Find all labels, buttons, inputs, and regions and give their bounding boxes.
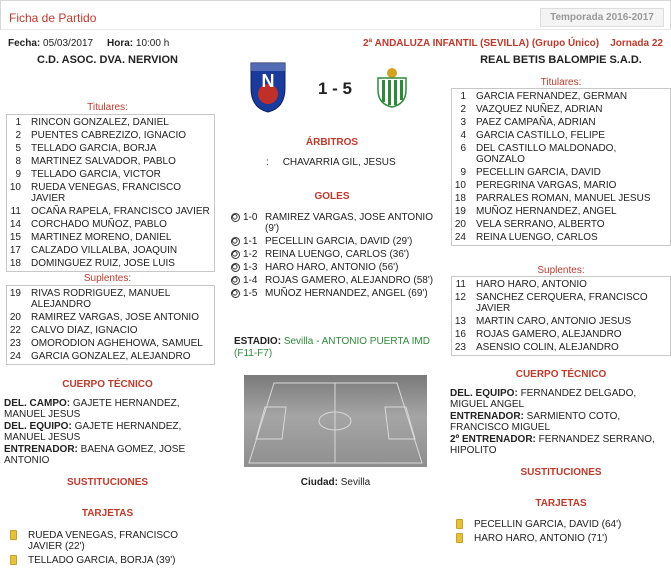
ball-icon <box>231 250 240 259</box>
staff-name: FERNANDEZ SERRANO, HIPOLITO <box>450 434 655 456</box>
home-starters-list <box>6 114 215 272</box>
goal-scorer[interactable]: PECELLIN GARCIA, DAVID (29') <box>265 236 413 247</box>
home-cards-title: TARJETAS <box>81 508 134 519</box>
staff-role: ENTRENADOR: <box>450 411 524 422</box>
staff-name: BAENA GOMEZ, JOSE ANTONIO <box>4 444 186 466</box>
player-name[interactable]: DOMINGUEZ RUIZ, JOSE LUIS <box>31 258 175 269</box>
player-row[interactable] <box>452 192 670 205</box>
home-team-shield-icon[interactable] <box>248 60 288 114</box>
referee-name: CHAVARRIA GIL, JESUS <box>282 157 396 168</box>
player-row[interactable] <box>452 341 670 354</box>
player-name[interactable]: GARCIA CASTILLO, FELIPE <box>476 130 605 141</box>
page-title: Ficha de Partido <box>9 11 97 25</box>
player-name[interactable]: CORCHADO MUÑOZ, PABLO <box>31 219 167 230</box>
goal-row <box>231 249 449 260</box>
away-substitutions-title: SUSTITUCIONES <box>520 467 602 478</box>
player-row[interactable] <box>452 179 670 192</box>
card-player[interactable]: PECELLIN GARCIA, DAVID (64') <box>474 519 622 530</box>
player-number: 17 <box>9 245 21 256</box>
player-number: 9 <box>460 167 466 178</box>
staff-role: DEL. EQUIPO: <box>450 388 518 399</box>
player-row[interactable] <box>452 205 670 218</box>
ball-icon <box>231 276 240 285</box>
goals-list <box>231 212 449 301</box>
away-team-name[interactable]: REAL BETIS BALOMPIE S.A.D. <box>480 54 642 66</box>
competition-info <box>363 38 663 49</box>
card-player[interactable]: HARO HARO, ANTONIO (71') <box>474 533 608 544</box>
player-row[interactable] <box>7 205 214 218</box>
pitch-image <box>244 375 427 467</box>
goal-score: 1-5 <box>243 288 258 299</box>
ball-icon <box>231 237 240 246</box>
staff-row <box>4 421 200 443</box>
player-number: 16 <box>454 329 466 340</box>
goal-scorer[interactable]: ROJAS GAMERO, ALEJANDRO (58') <box>265 275 434 286</box>
player-name[interactable]: VELA SERRANO, ALBERTO <box>476 219 605 230</box>
goal-row <box>231 212 449 234</box>
player-number: 14 <box>9 219 21 230</box>
player-name[interactable]: RUEDA VENEGAS, FRANCISCO JAVIER <box>31 182 182 204</box>
player-row[interactable] <box>452 116 670 129</box>
player-number: 19 <box>9 288 21 299</box>
player-row[interactable] <box>452 328 670 341</box>
player-number: 10 <box>454 180 466 191</box>
player-row[interactable] <box>7 129 214 142</box>
player-row[interactable] <box>452 129 670 142</box>
player-row[interactable] <box>7 244 214 257</box>
player-row[interactable] <box>452 278 670 291</box>
card-row <box>10 530 210 552</box>
player-name[interactable]: MARTINEZ MORENO, DANIEL <box>31 232 172 243</box>
player-number: 5 <box>15 143 21 154</box>
player-number: 18 <box>9 258 21 269</box>
staff-row <box>4 398 200 420</box>
player-row[interactable] <box>7 116 214 129</box>
staff-role: 2º ENTRENADOR: <box>450 434 536 445</box>
player-name[interactable]: DEL CASTILLO MALDONADO, GONZALO <box>476 143 617 165</box>
player-number: 8 <box>15 156 21 167</box>
away-team-shield-icon[interactable] <box>372 66 412 108</box>
player-row[interactable] <box>452 218 670 231</box>
player-row[interactable] <box>7 350 214 363</box>
player-name[interactable]: ASENSIO COLIN, ALEJANDRO <box>476 342 619 353</box>
player-number: 15 <box>9 232 21 243</box>
player-number: 18 <box>454 193 466 204</box>
player-name[interactable]: PUENTES CABREZIZO, IGNACIO <box>31 130 187 141</box>
home-team-name[interactable]: C.D. ASOC. DVA. NERVION <box>37 54 178 66</box>
away-cards-title: TARJETAS <box>535 498 587 509</box>
goal-score: 1-4 <box>243 275 258 286</box>
player-number: 4 <box>460 130 466 141</box>
staff-row <box>4 444 200 466</box>
stadium-link[interactable]: Sevilla - ANTONIO PUERTA IMD (F11-F7) <box>234 336 430 359</box>
player-name[interactable]: GARCIA GONZALEZ, ALEJANDRO <box>31 351 191 362</box>
player-name[interactable]: ROJAS GAMERO, ALEJANDRO <box>476 329 622 340</box>
goal-scorer[interactable]: HARO HARO, ANTONIO (56') <box>265 262 399 273</box>
home-staff-list <box>4 398 200 467</box>
player-number: 20 <box>454 219 466 230</box>
player-row[interactable] <box>7 218 214 231</box>
player-name[interactable]: VAZQUEZ NUÑEZ, ADRIAN <box>476 104 603 115</box>
player-name[interactable]: PARRALES ROMAN, MANUEL JESUS <box>476 193 651 204</box>
city-info: Ciudad: Sevilla <box>300 477 371 488</box>
home-subs-title: Suplentes: <box>83 273 132 284</box>
home-staff-title: CUERPO TÉCNICO <box>62 379 153 390</box>
ball-icon <box>231 289 240 298</box>
player-name[interactable]: RINCON GONZALEZ, DANIEL <box>31 117 169 128</box>
player-row[interactable] <box>452 90 670 103</box>
player-name[interactable]: HARO HARO, ANTONIO <box>476 279 587 290</box>
away-starters-title: Titulares: <box>540 77 582 88</box>
player-row[interactable] <box>452 291 670 315</box>
yellow-card-icon <box>10 530 17 540</box>
player-row[interactable] <box>452 315 670 328</box>
ball-icon <box>231 213 240 222</box>
staff-role: DEL. EQUIPO: <box>4 421 72 432</box>
yellow-card-icon <box>10 555 17 565</box>
ball-icon <box>231 263 240 272</box>
player-name[interactable]: RIVAS RODRIGUEZ, MANUEL ALEJANDRO <box>31 288 170 310</box>
stadium-info: ESTADIO: Sevilla - ANTONIO PUERTA IMD (F11-F7) <box>234 336 430 359</box>
player-row[interactable] <box>7 287 214 311</box>
staff-name: GAJETE HERNANDEZ, MANUEL JESUS <box>4 421 182 443</box>
player-number: 22 <box>9 325 21 336</box>
goal-row <box>231 275 449 286</box>
player-name[interactable]: PECELLIN GARCIA, DAVID <box>476 167 601 178</box>
staff-row <box>450 388 668 410</box>
player-number: 11 <box>10 206 21 217</box>
player-name[interactable]: TELLADO GARCIA, VICTOR <box>31 169 161 180</box>
player-name[interactable]: RAMIREZ VARGAS, JOSE ANTONIO <box>31 312 199 323</box>
player-row[interactable] <box>7 337 214 350</box>
player-number: 23 <box>454 342 466 353</box>
player-name[interactable]: MUÑOZ HERNANDEZ, ANGEL <box>476 206 617 217</box>
away-subs-title: Suplentes: <box>537 265 585 276</box>
goal-score: 1-1 <box>243 236 258 247</box>
away-staff-title: CUERPO TÉCNICO <box>515 369 607 380</box>
player-name[interactable]: OMORODION AGHEHOWA, SAMUEL <box>31 338 203 349</box>
player-number: 12 <box>454 292 466 303</box>
card-player[interactable]: RUEDA VENEGAS, FRANCISCO JAVIER (22') <box>28 530 179 552</box>
away-cards-list <box>456 519 666 547</box>
away-staff-list <box>450 388 668 457</box>
player-number: 13 <box>454 316 466 327</box>
player-name[interactable]: OCAÑA RAPELA, FRANCISCO JAVIER <box>31 206 210 217</box>
player-row[interactable] <box>7 311 214 324</box>
player-name[interactable]: SANCHEZ CERQUERA, FRANCISCO JAVIER <box>476 292 648 314</box>
player-name[interactable]: PEREGRINA VARGAS, MARIO <box>476 180 617 191</box>
svg-text:N: N <box>261 71 275 91</box>
player-row[interactable] <box>452 166 670 179</box>
goals-title: GOLES <box>314 191 350 202</box>
home-substitutions-title: SUSTITUCIONES <box>66 477 149 488</box>
match-datetime: Fecha: 05/03/2017 Hora: 10:00 h <box>8 38 170 49</box>
player-number: 2 <box>460 104 466 115</box>
home-starters-title: Titulares: <box>87 102 128 113</box>
season-button[interactable]: Temporada 2016-2017 <box>540 8 664 27</box>
player-row[interactable] <box>7 231 214 244</box>
goal-score: 1-0 <box>243 212 258 223</box>
goal-scorer[interactable]: REINA LUENGO, CARLOS (36') <box>265 249 410 260</box>
yellow-card-icon <box>456 519 463 529</box>
staff-name: SARMIENTO COTO, FRANCISCO MIGUEL <box>450 411 621 433</box>
card-row <box>10 555 210 566</box>
match-score: 1 - 5 <box>317 79 353 98</box>
player-row[interactable] <box>452 231 670 244</box>
yellow-card-icon <box>456 533 463 543</box>
player-name[interactable]: CALVO DIAZ, IGNACIO <box>31 325 138 336</box>
goal-scorer[interactable]: RAMIREZ VARGAS, JOSE ANTONIO (9') <box>265 212 433 234</box>
player-row[interactable] <box>7 155 214 168</box>
card-row <box>456 519 666 530</box>
goal-score: 1-2 <box>243 249 258 260</box>
player-row[interactable] <box>7 257 214 270</box>
player-number: 11 <box>455 279 466 290</box>
goal-scorer[interactable]: MUÑOZ HERNANDEZ, ANGEL (69') <box>265 288 428 299</box>
player-name[interactable]: MARTIN CARO, ANTONIO JESUS <box>476 316 632 327</box>
player-number: 1 <box>460 91 466 102</box>
referees-title: ÁRBITROS <box>305 137 359 148</box>
staff-name: FERNANDEZ DELGADO, MIGUEL ANGEL <box>450 388 637 410</box>
card-player[interactable]: TELLADO GARCIA, BORJA (39') <box>28 555 176 566</box>
player-number: 6 <box>460 143 466 154</box>
player-number: 1 <box>15 117 21 128</box>
goal-score: 1-3 <box>243 262 258 273</box>
staff-row <box>450 434 668 456</box>
card-row <box>456 533 666 544</box>
goal-row <box>231 262 449 273</box>
player-row[interactable] <box>452 103 670 116</box>
away-subs-list <box>451 276 671 356</box>
player-name[interactable]: TELLADO GARCIA, BORJA <box>31 143 157 154</box>
staff-role: DEL. CAMPO: <box>4 398 71 409</box>
player-number: 3 <box>460 117 466 128</box>
away-starters-list <box>451 88 671 246</box>
player-number: 23 <box>9 338 21 349</box>
player-number: 19 <box>454 206 466 217</box>
player-row[interactable] <box>452 142 670 166</box>
home-subs-list <box>6 285 215 365</box>
player-number: 24 <box>454 232 466 243</box>
header-bar <box>0 0 671 30</box>
player-number: 2 <box>15 130 21 141</box>
player-row[interactable] <box>7 181 214 205</box>
player-name[interactable]: PAEZ CAMPAÑA, ADRIAN <box>476 117 596 128</box>
referee-line: : CHAVARRIA GIL, JESUS <box>266 157 396 168</box>
goal-row <box>231 236 449 247</box>
goal-row <box>231 288 449 299</box>
player-row[interactable] <box>7 324 214 337</box>
player-name[interactable]: MARTINEZ SALVADOR, PABLO <box>31 156 176 167</box>
home-cards-list <box>10 530 210 569</box>
round-label: Jornada 22 <box>610 38 663 49</box>
staff-role: ENTRENADOR: <box>4 444 78 455</box>
player-number: 20 <box>9 312 21 323</box>
player-number: 9 <box>15 169 21 180</box>
player-row[interactable] <box>7 168 214 181</box>
staff-row <box>450 411 668 433</box>
competition-link[interactable]: 2ª ANDALUZA INFANTIL (SEVILLA) (Grupo Único) <box>362 38 600 49</box>
player-row[interactable] <box>7 142 214 155</box>
player-name[interactable]: GARCIA FERNANDEZ, GERMAN <box>476 91 628 102</box>
staff-name: GAJETE HERNANDEZ, MANUEL JESUS <box>4 398 180 420</box>
player-name[interactable]: CALZADO VILLALBA, JOAQUIN <box>31 245 178 256</box>
player-number: 10 <box>9 182 21 193</box>
player-number: 24 <box>9 351 21 362</box>
player-name[interactable]: REINA LUENGO, CARLOS <box>476 232 598 243</box>
